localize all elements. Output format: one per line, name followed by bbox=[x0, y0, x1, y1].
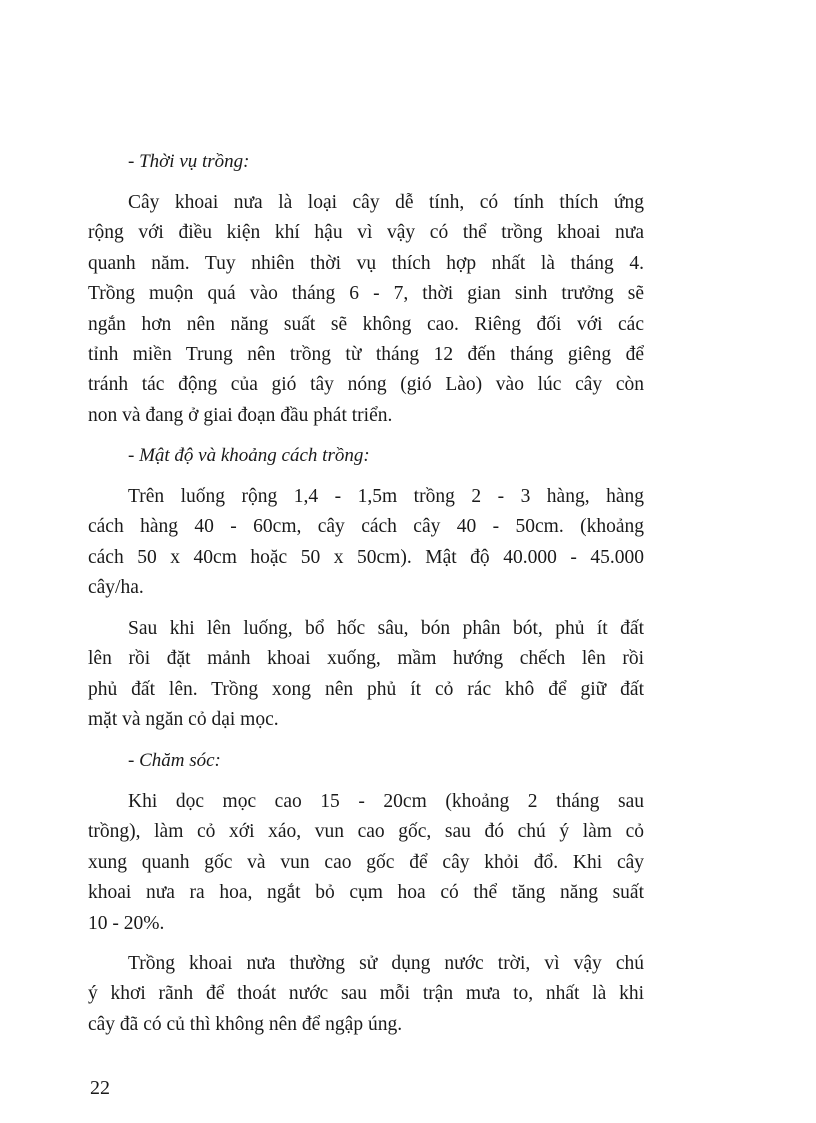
paragraph-planting-season bbox=[88, 188, 644, 431]
text-line: Sau khi lên luống, bổ hốc sâu, bón phân bót, phủ ít đất bbox=[128, 618, 644, 639]
text-line: tỉnh miền Trung nên trồng từ tháng 12 đến tháng giêng để bbox=[88, 344, 644, 366]
page-number: 22 bbox=[90, 1077, 110, 1099]
text-line: non và đang ở giai đoạn đầu phát triển. bbox=[88, 404, 393, 426]
text-line: 10 - 20%. bbox=[88, 912, 165, 934]
text-line: cây/ha. bbox=[88, 577, 144, 599]
text-line: Cây khoai nưa là loại cây dễ tính, có tính thích ứng bbox=[128, 192, 644, 213]
section-heading-planting-season: - Thời vụ trồng: bbox=[128, 151, 250, 172]
text-line: Trồng khoai nưa thường sử dụng nước trời, vì vậy chú bbox=[128, 953, 644, 974]
text-line: trồng), làm cỏ xới xáo, vun cao gốc, sau đó chú ý làm cỏ bbox=[88, 821, 644, 843]
text-line: ngắn hơn nên năng suất sẽ không cao. Riêng đối với các bbox=[88, 313, 644, 335]
paragraph-care bbox=[88, 787, 644, 939]
text-line: Khi dọc mọc cao 15 - 20cm (khoảng 2 tháng sau bbox=[128, 791, 644, 812]
text-line: xung quanh gốc và vun cao gốc để cây khỏi đổ. Khi cây bbox=[88, 851, 644, 873]
section-heading-care: - Chăm sóc: bbox=[128, 750, 221, 771]
text-line: khoai nưa ra hoa, ngắt bỏ cụm hoa có thể tăng năng suất bbox=[88, 882, 644, 904]
text-line: phủ đất lên. Trồng xong nên phủ ít cỏ rác khô để giữ đất bbox=[88, 678, 644, 700]
text-line: Trồng muộn quá vào tháng 6 - 7, thời gian sinh trưởng sẽ bbox=[88, 283, 644, 305]
section-heading-density-spacing: - Mật độ và khoảng cách trồng: bbox=[128, 445, 370, 466]
text-line: quanh năm. Tuy nhiên thời vụ thích hợp nhất là tháng 4. bbox=[88, 252, 644, 274]
text-line: rộng với điều kiện khí hậu vì vậy có thể trồng khoai nưa bbox=[88, 222, 644, 244]
text-line: cách 50 x 40cm hoặc 50 x 50cm). Mật độ 40.000 - 45.000 bbox=[88, 546, 644, 568]
text-line: Trên luống rộng 1,4 - 1,5m trồng 2 - 3 hàng, hàng bbox=[128, 486, 644, 507]
paragraph-density-spacing bbox=[88, 482, 644, 604]
text-line: cây đã có củ thì không nên để ngập úng. bbox=[88, 1013, 403, 1035]
paragraph-planting-method bbox=[88, 614, 644, 736]
paragraph-drainage bbox=[88, 949, 644, 1040]
text-line: mặt và ngăn cỏ dại mọc. bbox=[88, 709, 279, 731]
text-line: ý khơi rãnh để thoát nước sau mỗi trận mưa to, nhất là khi bbox=[88, 983, 644, 1005]
text-line: lên rồi đặt mảnh khoai xuống, mầm hướng chếch lên rồi bbox=[88, 648, 644, 670]
text-line: cách hàng 40 - 60cm, cây cách cây 40 - 50cm. (khoảng bbox=[88, 516, 644, 538]
text-line: tránh tác động của gió tây nóng (gió Lào) vào lúc cây còn bbox=[88, 374, 644, 396]
